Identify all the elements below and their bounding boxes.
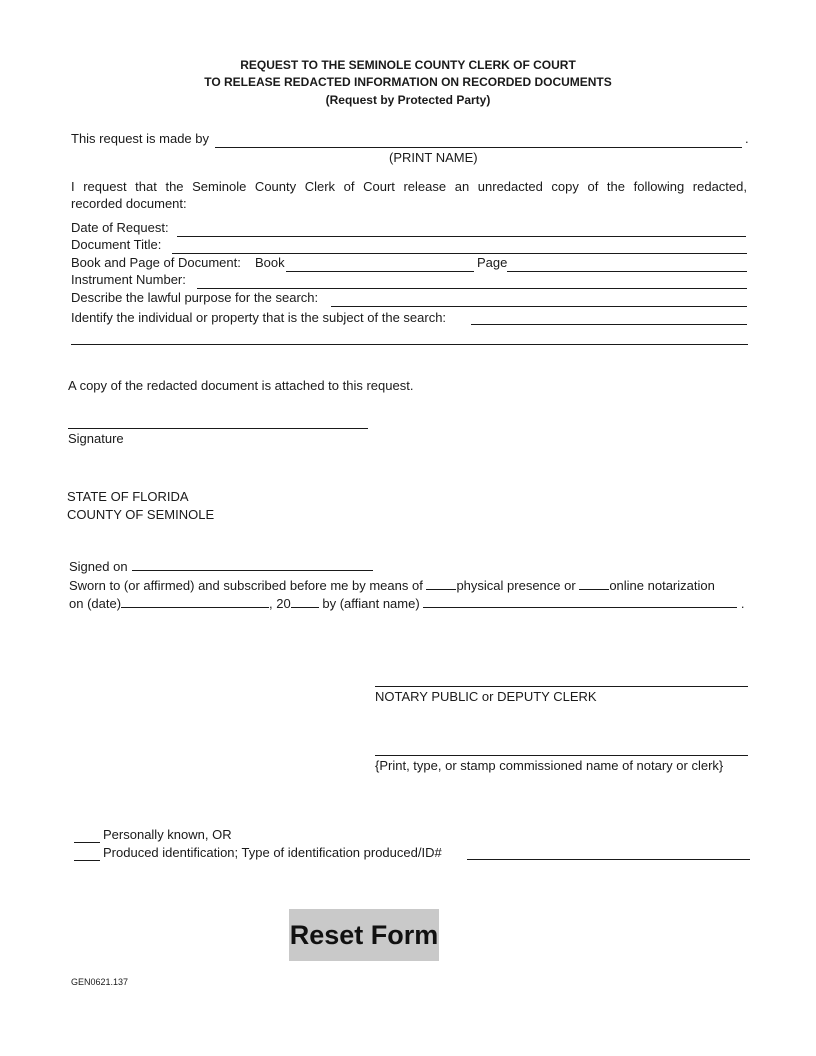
physical-presence-label: physical presence or [456, 578, 576, 593]
made-by-label: This request is made by [71, 131, 210, 146]
instrument-number-field[interactable] [197, 273, 747, 289]
affiant-period: . [740, 596, 745, 611]
county-label: COUNTY OF SEMINOLE [67, 507, 215, 522]
notary-signature-field[interactable] [375, 671, 748, 687]
personally-known-label: Personally known, OR [103, 827, 232, 842]
made-by-period: . [745, 131, 749, 146]
page-label: Page [477, 255, 508, 270]
date-of-request-field[interactable] [177, 221, 746, 237]
on-date-field[interactable] [121, 594, 269, 608]
document-title-label: Document Title: [71, 237, 162, 252]
personally-known-checkbox[interactable] [74, 827, 100, 843]
physical-presence-checkbox[interactable] [426, 576, 456, 590]
produced-id-label: Produced identification; Type of identification produced/ID# [103, 845, 442, 860]
print-name-field[interactable] [215, 132, 742, 148]
id-type-field[interactable] [467, 844, 750, 860]
book-and-page-label: Book and Page of Document: [71, 255, 241, 270]
signature-label: Signature [68, 431, 124, 446]
title-line-2: TO RELEASE REDACTED INFORMATION ON RECORDED DOCUMENTS [204, 75, 612, 89]
online-notarization-label: online notarization [609, 578, 715, 593]
signed-on-field[interactable] [132, 555, 373, 571]
lawful-purpose-field[interactable] [331, 291, 747, 307]
signed-on-label: Signed on [69, 559, 128, 574]
book-label: Book [255, 255, 285, 270]
title-line-1: REQUEST TO THE SEMINOLE COUNTY CLERK OF COURT [240, 58, 576, 72]
reset-form-button[interactable]: Reset Form [289, 909, 439, 961]
online-notarization-checkbox[interactable] [579, 576, 609, 590]
form-code: GEN0621.137 [71, 977, 129, 987]
on-date-label: on (date) [69, 596, 122, 611]
request-statement-line2: recorded document: [71, 196, 187, 211]
subject-of-search-field[interactable] [471, 309, 747, 325]
commissioned-name-field[interactable] [375, 740, 748, 756]
book-field[interactable] [286, 256, 474, 272]
affiant-name-label: by (affiant name) [322, 596, 420, 611]
date-of-request-label: Date of Request: [71, 220, 169, 235]
title-line-3: (Request by Protected Party) [325, 93, 491, 107]
print-name-caption: (PRINT NAME) [389, 150, 478, 165]
produced-id-checkbox[interactable] [74, 845, 100, 861]
year-prefix: , 20 [269, 596, 291, 611]
page-field[interactable] [507, 256, 747, 272]
signature-field[interactable] [68, 413, 368, 429]
notary-caption: NOTARY PUBLIC or DEPUTY CLERK [375, 689, 597, 704]
subject-of-search-continued[interactable] [71, 329, 748, 345]
commission-caption: {Print, type, or stamp commissioned name of notary or clerk} [375, 758, 724, 773]
sworn-line [69, 576, 715, 594]
request-statement-line1: I request that the Seminole County Clerk of Court release an unredacted copy of the following redacted, [71, 179, 747, 194]
document-title-field[interactable] [172, 238, 747, 254]
attachment-note: A copy of the redacted document is attached to this request. [68, 378, 414, 393]
sworn-text: Sworn to (or affirmed) and subscribed before me by means of [69, 578, 423, 593]
lawful-purpose-label: Describe the lawful purpose for the search: [71, 290, 319, 305]
instrument-number-label: Instrument Number: [71, 272, 186, 287]
state-label: STATE OF FLORIDA [67, 489, 189, 504]
affiant-name-field[interactable] [423, 594, 737, 608]
date-affiant-line [69, 594, 745, 612]
year-field[interactable] [291, 594, 319, 608]
subject-of-search-label: Identify the individual or property that is the subject of the search: [71, 310, 447, 325]
